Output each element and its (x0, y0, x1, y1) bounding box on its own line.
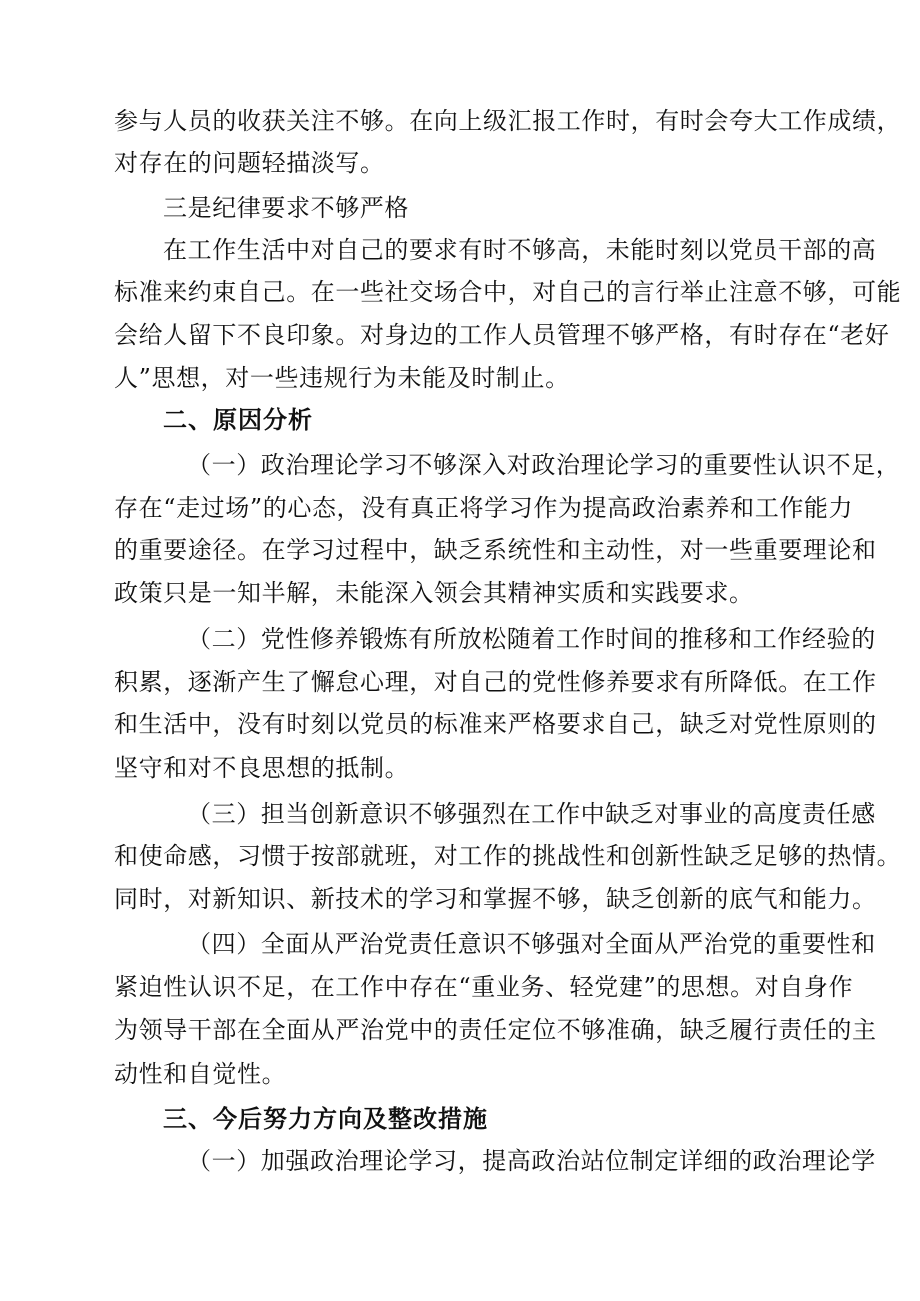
paragraph-line: （四）全面从严治党责任意识不够强对全面从严治党的重要性和 (187, 930, 876, 958)
paragraph-line: 积累，逐渐产生了懈怠心理，对自己的党性修养要求有所降低。在工作 (114, 668, 877, 696)
paragraph-line: （三）担当创新意识不够强烈在工作中缺乏对事业的高度责任感 (187, 800, 876, 828)
paragraph-line: 的重要途径。在学习过程中，缺乏系统性和主动性，对一些重要理论和 (114, 536, 877, 564)
paragraph-line: （一）加强政治理论学习，提高政治站位制定详细的政治理论学 (187, 1147, 876, 1175)
paragraph-line: 同时，对新知识、新技术的学习和掌握不够，缺乏创新的底气和能力。 (114, 885, 877, 913)
paragraph-line: （二）党性修养锻炼有所放松随着工作时间的推移和工作经验的 (187, 625, 876, 653)
paragraph-line: 紧迫性认识不足，在工作中存在“重业务、轻党建”的思想。对自身作 (114, 973, 854, 1001)
paragraph-line: 人”思想，对一些违规行为未能及时制止。 (114, 364, 570, 392)
paragraph-line: 对存在的问题轻描淡写。 (114, 149, 385, 177)
paragraph-line: 会给人留下不良印象。对身边的工作人员管理不够严格，有时存在“老好 (114, 321, 890, 349)
paragraph-line: 和使命感，习惯于按部就班，对工作的挑战性和创新性缺乏足够的热情。 (114, 842, 902, 870)
paragraph-line: 动性和自觉性。 (114, 1060, 287, 1088)
section-heading: 三、今后努力方向及整改措施 (163, 1105, 488, 1133)
section-heading: 二、原因分析 (163, 406, 313, 434)
subheading-line: 三是纪律要求不够严格 (163, 194, 409, 222)
paragraph-line: 和生活中，没有时刻以党员的标准来严格要求自己，缺乏对党性原则的 (114, 710, 877, 738)
paragraph-line: 在工作生活中对自己的要求有时不够高，未能时刻以党员干部的高 (163, 236, 877, 264)
paragraph-line: 政策只是一知半解，未能深入领会其精神实质和实践要求。 (114, 579, 754, 607)
paragraph-line: 为领导干部在全面从严治党中的责任定位不够准确，缺乏履行责任的主 (114, 1016, 877, 1044)
paragraph-line: 存在“走过场”的心态，没有真正将学习作为提高政治素养和工作能力 (114, 494, 854, 522)
paragraph-line: 标准来约束自己。在一些社交场合中，对自己的言行举止注意不够，可能 (114, 278, 902, 306)
paragraph-line: （一）政治理论学习不够深入对政治理论学习的重要性认识不足， (187, 451, 901, 479)
paragraph-line: 参与人员的收获关注不够。在向上级汇报工作时，有时会夸大工作成绩， (114, 107, 902, 135)
paragraph-line: 坚守和对不良思想的抵制。 (114, 754, 410, 782)
